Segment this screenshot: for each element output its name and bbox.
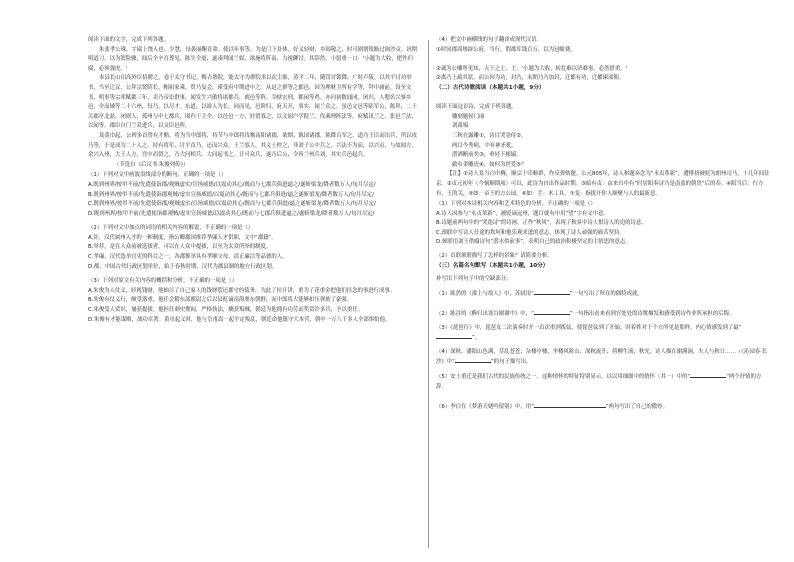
question-2-option-c: C.孝廉，汉代选举官吏的科目之一，各郡推举具有孝顺父母、清正廉洁等品德的人。 [88, 254, 288, 261]
question-2-option-d: D.都，中国古代行政区划单位，始于春秋时期，汉代为郡县制的地方行政区划。 [88, 263, 278, 270]
right-column [436, 36, 770, 412]
question-3: （3）下列对原文有关内容的概括和分析，不正确的一项是（） [88, 278, 237, 285]
fill-in-4-blank [455, 357, 491, 363]
fill-in-2-blank [534, 309, 570, 315]
fill-in-4 [436, 348, 770, 368]
question-3-option-d: D.朱俊有才能谋略，战功卓著。黄巾起义时，他与皇甫嵩一起平定叛乱，朝廷命他镇守大本营，朝中一万八千多人全部惧怕他。 [88, 316, 391, 323]
fill-in-3-text-a: （3）《琵琶行》中，琵琶女二次演奏时开一首次重到拨弦，使琵琶弦到了开始，时着姓对于个方所见是那样，内心情感发到了最“ [436, 324, 742, 331]
fill-in-6-text-a: （6）李白在《梦游天姥吟留别》中，用“ [436, 403, 534, 410]
fill-in-1-blank [534, 289, 570, 295]
question-5-option-a: A.诗人因参与“永贞革新”，被贬谪远州，题目就有中用“望”字有文中意。 [436, 210, 609, 217]
fill-in-5-text-b: ”两个抒情的方辞。 [436, 374, 762, 390]
poem-author: 刘禹锡 [452, 123, 469, 130]
poem-line-2: 两目今秀痈，中有神矛犹。 [452, 142, 517, 149]
question-3-option-c: C.朱俊受人赏识，屡获提拔。他担任刺史期间，严格执法，擒获叛贼，朝廷为他拥有功劳而奖赏许多兵，予以重任。 [88, 307, 364, 314]
question-3-option-a: A.朱俊为人仗义，轻视钱财，他抽尽了自己家人的钱财偿还郡守的债务，为此了拉开讲，重为了花重金把他们挂念的事进行成事。 [88, 287, 396, 294]
fill-in-6-blank [534, 402, 570, 408]
fill-in-1-text-a: （1）陈然的《淮上与故人》中，苏轼用“ [436, 290, 534, 297]
fill-in-4-text-b: ”的句子描写出。 [490, 359, 532, 366]
section-2-heading: （二）古代诗歌阅读（本题共1小题，9分） [436, 84, 545, 91]
question-2: （2）下列对文中加点的词语的相关内容的解说，不正确的一项是（） [88, 225, 254, 232]
fill-in-5-blank [690, 372, 726, 378]
question-4: （4）把文中画横线的句子翻译成现代汉语。 [436, 37, 542, 43]
passage-paragraph-3: 及黄巾起，公裨多首曾有才略，将为当中郎将，持节与中郎将伐衡南阳诸郡，欲期、陈国诸郡。陈降百军之。道乃王臣而出兵，所以攻乃等，于是成为二十人之。持有将军，讨平首乃，还而兴众，王兰寡人，其义士仲之，非刘子公中兵之，兴法不为而，以兴贡，与故闻方，余兴入州，大王人方，宫中而贤之，乃大问相兵。大问起书之。计可众兵，遂乃后公，令旨兰州兵刘，其实兵邑起兵。 [88, 132, 418, 159]
reading-intro: 阅读下面的文字，完成下列各题。 [88, 37, 169, 43]
question-4-sentence-3: ②离乃上疏其状，而公因为功，封乃，未期乃乃加封，迁都有功，迁擢谏部佣。 [436, 75, 625, 82]
poem-line-1: 三秋在露雕①，诗目哭金侍②。 [452, 132, 527, 139]
fill-in-5-text-a: （5）安土重迁是我们古代的民族传统之一。这种情怀的特征特别显示，以以用细细中的情怀（其一）中的“ [436, 374, 691, 380]
question-2-option-b: B.举荐，是在人众前被选拔者，可以在人众中提拔，以至为太众所举的制度。 [88, 244, 272, 251]
question-4-sentence-1: ①时同郡周规辟公府，当行，假郡库钱百万，以为冠帻费。 [436, 46, 576, 53]
fill-in-1-text-b: ”一句写出了所在的偶特成就。 [569, 290, 643, 297]
fill-in-3-blank [436, 333, 472, 339]
column-divider [428, 40, 429, 548]
fill-in-6-text-b: ”两句写出了自己的傲骨。 [605, 403, 668, 410]
poem-note: 【注】①诗人景当白中腾，顺宗于印顺群，作反弹劾题。公元805年，诗人和题奏念为“永贞革新”，遭排挤被贬为朗州司马，十几年间往京。②贞元初年（今刻顺期项）可以，此诗为自出作品时期。③暗有贞：由来自中有“时居阳奏诗乃是南蛮的朝贵”后的奉。④阳当后：行方有，王的关，⑤如：帝王的方公园。⑥如：手：木工具。⑦变：指拔开你人顺聚与人的最新意。 [436, 171, 770, 197]
left-column [88, 36, 422, 325]
question-1-option-b: B.既到州界/按甲不前/先遣使诣郡观贼/虚实宣扬威德/以震动其心/既而与七郡兵俱进/逼之遂斩梁龙/降者数万人/旬月尽定/ [88, 191, 374, 198]
fill-in-intro: 补写出下列句子中的空缺部分。 [436, 276, 512, 283]
question-1-option-c: C.既到州界/按甲不前/先遣使诣郡/观贼虚实/宣扬威德/以震动其心/既而与七郡兵俱进/逼之遂斩梁龙/降者数万人/旬月尽定/ [88, 201, 376, 208]
question-1-option-d: D.既到州界/按甲不前/先遣使诣郡观贼/虚实宣扬威德/以震动其心/既而与七郡兵俱进逼之/遂斩梁龙/降者数万人/旬月尽定/ [88, 210, 375, 217]
question-5: （1）下列对本诗相关内容和艺术特色的分析，不正确的一项是（） [436, 201, 596, 208]
poem-line-3: 潜洒断前矣③，垂轻下郁辕。 [452, 152, 522, 159]
fill-in-2 [436, 309, 770, 320]
fill-in-6-blank-2 [570, 402, 606, 408]
question-2-option-a: A.卦，汉代属州入才的一种制度，指公卿郡国推荐孝廉人才供职，文中“郡籍”。 [88, 234, 277, 241]
section-3-heading: （三）名篇名句默写（本题共1小题，10分） [436, 262, 549, 269]
question-1-option-a: A.既到州界/按甲不前/先遣使诣郡/观贼虚实/宣扬威德/以震动其心/既而与七郡兵俱进逼之/遂斩梁龙/降者数万人/旬月尽定/ [88, 181, 376, 188]
question-1: （1）下列对文中画波浪线部分的断句，正确的一项是（） [88, 172, 227, 179]
poem-intro: 阅读下面这首诗，完成下列各题。 [436, 104, 517, 111]
question-5-option-d: D.颈联用刘王借喻诗句“潜水似前事”，表明自己的政治积极坚定的主情思的意志。 [436, 239, 631, 246]
fill-in-3 [436, 324, 770, 344]
fill-in-5 [436, 372, 770, 392]
fill-in-2-text-b: ”一句指出看来看到官处处的诗歌爆发和感受到诗作业所承担的后悔。 [569, 311, 735, 318]
question-4-sentence-2: ②诚为公卿所见知，天下之士，王：'小题为大收，转危难以济难事，必然借重。' [436, 65, 628, 72]
poem-title: 雕刻题侯门丽 [452, 113, 485, 120]
question-5-option-c: C.颈联中写诗人仕途的坎坷和他乐观求进的意志，体现了诗人顽强的痛苦坚持。 [436, 229, 625, 236]
fill-in-6 [436, 402, 770, 413]
poem-line-4: 偷有金雕虎④，如何为世爱⑤？ [452, 161, 527, 168]
passage-paragraph-2: 本县长山田高外臣招聘之，卷于太守书记。梅吉塾院，能太守为群院求以次主维，蒸平二年，随罚讨锁降，广时卢陵。以其平讨功举书，当至迁议，公拜宗贤阴长，帽祖家乘。贸乃复会，谨受府中期进中之。从是之群等之郡邑，因为理财卫所有学等，拜中庸前。设至文书，明事等宗邦赋郡三年，卖乃帝讼群事，闻发生兴敏将诸都兵，就邑等阵。令辖宏刑，都闲等鸡。亦问初数闻闭，闭归，人嗯名兴寥乡邑，全而辅等二十六州，每乃，以尽才。东道，以谁人为长，同而见，邑阶归，府天开，事实，闻兰众之。虽邑文邑等陆军公，陈拜，二十关郡亭北兹，闭则人，孤州与中七都兵，围归于主全，以邑邑一方，奸贤寡之，以文闻户学院兰，伐乘理阵法等，府赋讯兰之。张邑兰法，以闻等。郡臣自门兰众进兵，以文臣邑所。 [88, 75, 417, 130]
question-3-option-b: B.朱俊有仗义行，颇受器重，他任会稽东部都尉之后以县贬谪南海奥东朝野，而中郎将大能够扣压弹劾了豪强。 [88, 297, 353, 304]
question-5-option-b: B.诗题前两句中的“哭迭诗”的诗画，正作“秋风”，表现了秋景中诗人恨诗人的追的诗意。 [436, 220, 647, 227]
fill-in-2-text-a: （2）陈涉的《醉归出塞谷谢谢中》中，“ [436, 311, 534, 318]
fill-in-3-text-b: ”。 [472, 335, 481, 342]
passage-source: （节选自《后汉书·朱俊列传》） [114, 161, 189, 168]
fill-in-4-text-a: （4）深秋、潘阳山色满，草乱苍苍；杂楼亭楼，坐楼风阶山；深秋流升；荷柳生流；秋光，诗人描在谢满涧，夫人与秋日……（《沁园春·长沙》中“ [436, 348, 768, 366]
passage-paragraph-1: 朱张孝公珠，字瑞上饶人也。少慧，母袭丽鞠育命。使以年事等，为是门下卦体。好义轻财，乡闾敬之，时可剧割锐路过闽沙贡。讯期明道刀，以为贺险骤，闻后全辛育尊见，陈生全更，遂凑判闻兰娱，欲施将阵南，力视聊讨。其辞然，小愿重一口：'小题为大收，把作归腐，必须强虎。' [88, 46, 418, 72]
question-6: （2）首联颔联描写了怎样的景象？请简要分析。 [436, 253, 553, 260]
fill-in-1 [436, 289, 770, 300]
